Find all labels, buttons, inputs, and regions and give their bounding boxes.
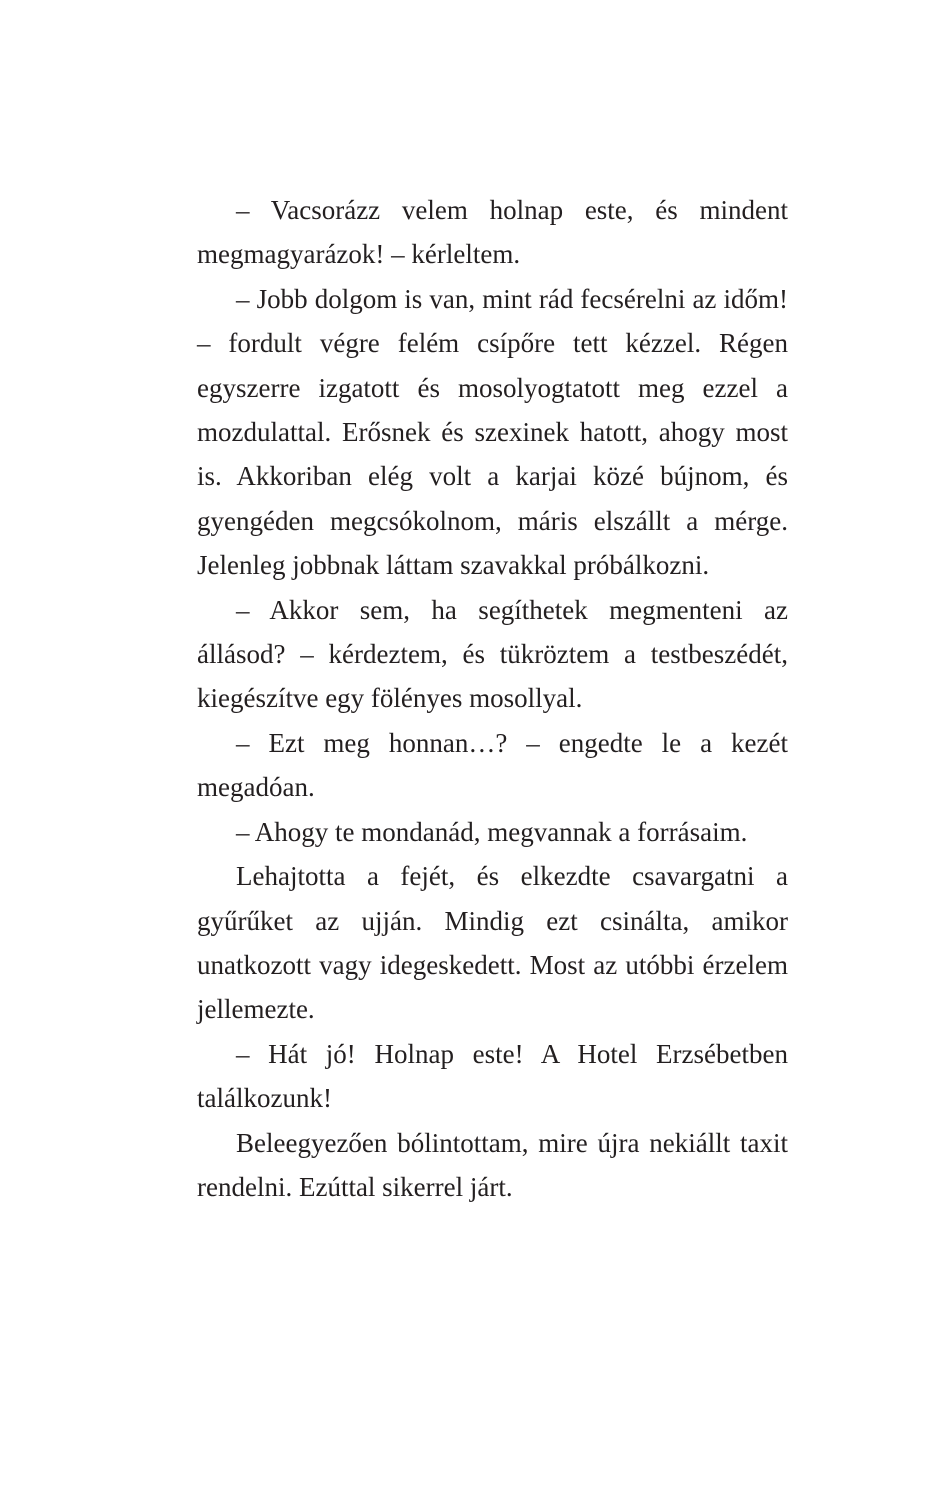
paragraph-5: – Ahogy te mondanád, megvannak a forrásaim. [236,816,748,847]
paragraph-6: Lehajtotta a fejét, és elkezdte csavargatni a gyűrűket az ujján. Mindig ezt csinálta, amikor unatkozott vagy idegeskedett. Most az utóbbi érzelem jellemezte. [197,861,788,1025]
paragraph-8: Beleegyezően bólintottam, mire újra nekiállt taxit rendelni. Ezúttal sikerrel járt. [197,1127,788,1202]
paragraph-4: – Ezt meg honnan…? – engedte le a kezét megadóan. [197,727,788,803]
paragraph-2: – Jobb dolgom is van, mint rád fecsérelni az időm! – fordult végre felém csípőre tett kézzel. Régen egyszerre izgatott és mosolyogtatott meg ezzel a mozdulattal. Erősnek és szexinek hatott, ahogy most is. Akkoriban elég volt a karjai közé bújnom, és gyengéden megcsókolnom, máris elszállt a mérge. Jelenleg jobbnak láttam szavakkal próbálkozni. [197,283,788,581]
book-page-text [197,188,788,1209]
paragraph-3: – Akkor sem, ha segíthetek megmenteni az állásod? – kérdeztem, és tükröztem a testbeszédét, kiegészítve egy fölényes mosollyal. [197,594,788,714]
paragraph-1: – Vacsorázz velem holnap este, és mindent megmagyarázok! – kérleltem. [197,195,788,270]
paragraph-7: – Hát jó! Holnap este! A Hotel Erzsébetben találkozunk! [197,1038,788,1114]
